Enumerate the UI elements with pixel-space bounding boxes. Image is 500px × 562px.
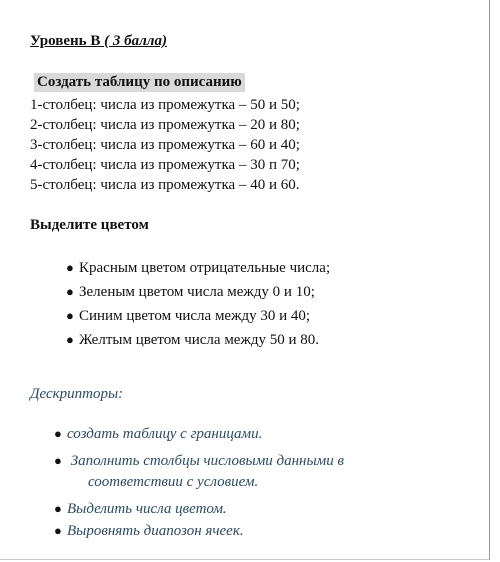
descriptor-item-text: создать таблицу с границами. [67,426,263,442]
highlight-item [66,280,330,304]
bullet-icon: ● [54,426,62,441]
column-spec-4: 4-столбец: числа из промежутка – 30 п 70; [30,157,300,173]
level-title [30,33,167,50]
highlight-item [66,328,330,352]
highlight-heading: Выделите цветом [30,217,149,233]
highlight-item [66,304,330,328]
highlight-item-text: Синим цветом числа между 30 и 40; [79,308,311,324]
level-points: ( 3 балла) [104,33,167,49]
descriptor-item-text: Выровнять диапозон ячеек. [67,523,244,539]
level-title-text: Уровень В [30,33,101,49]
bullet-icon: ● [54,501,62,516]
bullet-icon: ● [66,284,74,299]
descriptor-item-text: Выделить числа цветом. [67,501,227,517]
descriptor-item [54,453,344,470]
task-heading: Создать таблицу по описанию [34,73,245,92]
descriptor-item-text: соответствии с условием. [88,474,259,490]
descriptor-item [54,523,244,540]
descriptor-item [54,426,262,443]
highlight-item-text: Желтым цветом числа между 50 и 80. [79,332,319,348]
column-spec-3: 3-столбец: числа из промежутка – 60 и 40; [30,137,300,153]
column-spec-list [30,95,300,195]
bullet-icon: ● [54,523,62,538]
highlight-list [66,256,330,352]
column-spec-2: 2-столбец: числа из промежутка – 20 и 80; [30,117,300,133]
bullet-icon: ● [66,332,74,347]
highlight-item-text: Красным цветом отрицательные числа; [79,260,331,276]
descriptor-item [54,501,227,518]
column-spec-1: 1-столбец: числа из промежутка – 50 и 50; [30,97,300,113]
highlight-item-text: Зеленым цветом числа между 0 и 10; [79,284,315,300]
column-spec-5: 5-столбец: числа из промежутка – 40 и 60. [30,177,300,193]
descriptor-item-text: Заполнить столбцы числовыми данными в [70,453,344,469]
bullet-icon: ● [66,308,74,323]
bullet-icon: ● [54,453,62,468]
bullet-icon: ● [66,260,74,275]
descriptors-title: Дескрипторы: [30,386,124,402]
descriptor-item-continuation [54,474,258,491]
highlight-item [66,256,330,280]
